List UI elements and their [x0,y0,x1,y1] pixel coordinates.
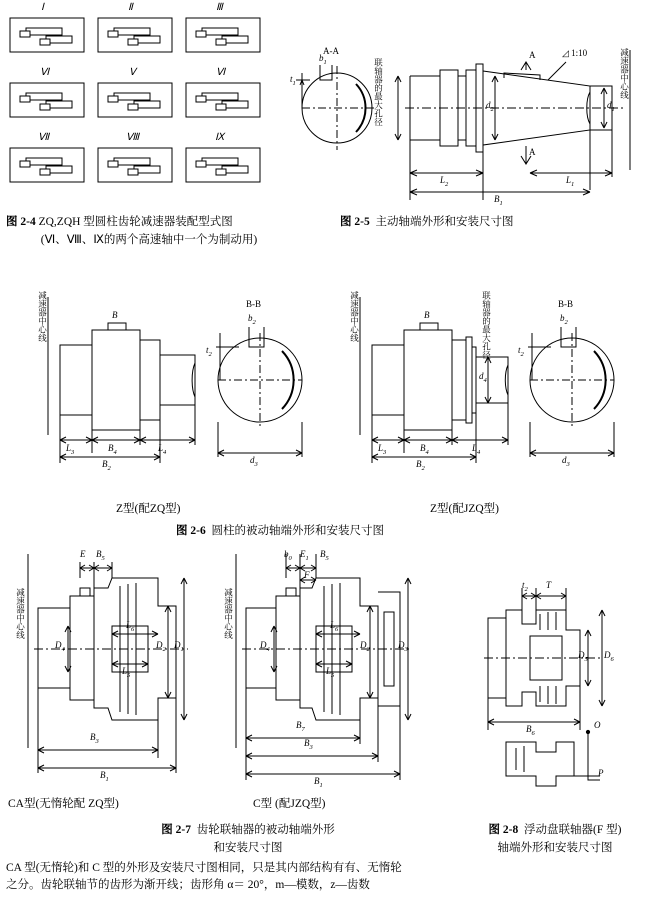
dim-B4-left: $B_4$ [108,443,117,456]
footnote-line-1: CA 型(无惰轮)和 C 型的外形及安装尺寸图相同，只是其内部结构有有、无惰轮 [6,862,402,874]
dim-d2: $d_2$ [486,100,494,113]
taper-ratio-label: ◿ 1:10 [562,48,588,58]
section-label-b-b-right: B-B [558,299,574,309]
figure-2-7-caption-bold: 图 2-7 [161,824,191,836]
figure-2-8-caption-text: 浮动盘联轴器(F 型) [524,824,622,836]
dim-b2-right: $b_2$ [560,313,568,326]
dim-B1-right: $B_1$ [314,776,323,789]
mark-P-fig28: P [598,768,604,778]
section-label-b-b-left: B-B [246,299,262,309]
dim-B7-right: $B_7$ [296,720,305,733]
center-line-label-left: 减速器中心线 [37,291,48,342]
dim-D1-left: $D_1$ [174,640,184,653]
dim-L6-right: $L_6$ [330,620,339,633]
variant-label-6: Ⅵ [216,67,226,78]
dim-L5-right: $L_5$ [326,666,335,679]
dim-d4-right: $d_4$ [479,371,487,384]
figure-2-8-caption [462,820,648,856]
figure-2-4-caption-text: ZQ,ZQH 型圆柱齿轮减速器装配型式图 [38,216,233,228]
variant-label-4: Ⅵ [40,67,50,78]
center-line-label-c: 减速器中心线 [223,588,234,639]
dim-B2-right: $B_2$ [416,459,425,472]
variant-label-5: Ⅴ [129,67,136,78]
dim-t2-left: $t_2$ [206,345,212,358]
dim-t1: $t_1$ [290,74,296,87]
dim-L3-left: $L_3$ [66,443,75,456]
figure-2-6-left-title: Z型(配ZQ型) [116,503,181,515]
dim-L1: $L_1$ [566,175,575,188]
mark-O-fig28: O [594,720,601,730]
bearing-bore-label-right: 联轴器的最大孔径 [481,291,492,359]
dim-B1: $B_1$ [494,194,503,207]
figure-2-7-right-title: C型 (配JZQ型) [253,798,326,810]
figure-2-4-drawing [0,0,270,215]
figure-2-4-caption-bold: 图 2-4 [6,216,36,228]
dim-D2-left: $D_2$ [156,640,166,653]
dim-B-left: B [112,310,118,320]
figure-2-6-caption-bold: 图 2-6 [176,525,206,537]
dim-B1-left: $B_1$ [100,770,109,783]
variant-label-3: Ⅲ [216,2,223,13]
figure-2-5-caption-text: 主动轴端外形和安装尺寸图 [375,216,514,228]
section-label-a-a: A-A [323,46,339,56]
figure-2-8-drawing [470,580,645,800]
dim-D6-fig28: $D_6$ [604,650,614,663]
dim-L5-left: $L_5$ [122,666,131,679]
dim-B5-left: $B_5$ [96,549,105,562]
dim-L4-right: $L_4$ [472,443,481,456]
dim-D2-right: $D_2$ [360,640,370,653]
figure-2-6 [20,285,640,500]
dim-t2-right: $t_2$ [518,345,524,358]
variant-label-9: Ⅸ [215,132,225,143]
figure-2-7-left-title: CA型(无惰轮配 ZQ型) [8,798,119,810]
dim-B-right: B [424,310,430,320]
dim-d1: $d_1$ [607,100,615,113]
dim-L4-left: $L_4$ [158,443,167,456]
dim-F-right: F [304,570,310,580]
mark-a-top: A [529,50,536,60]
figure-2-4 [0,0,270,215]
dim-d3-right: $d_3$ [562,455,570,468]
figure-2-5 [290,40,646,215]
variant-label-2: Ⅱ [128,2,133,13]
figure-2-4-caption-line2: (Ⅵ、Ⅷ、Ⅸ的两个高速轴中一个为制动用) [40,234,258,246]
dim-B3-right: $B_3$ [304,738,313,751]
center-line-label: 减速器中心线 [619,48,630,99]
figure-2-4-caption [6,212,286,248]
figure-2-7-drawing [8,548,458,798]
dim-E1-right: $E_1$ [300,549,309,562]
dim-B3-left: $B_3$ [90,732,99,745]
figure-2-5-drawing [290,40,646,218]
figure-2-8-caption-line2: 轴端外形和安装尺寸图 [497,842,613,854]
dim-L3-right: $L_3$ [378,443,387,456]
dim-E-left: E [80,549,86,559]
figure-2-6-caption-text: 圆柱的被动轴端外形和安装尺寸图 [211,525,384,537]
figure-2-5-caption [340,212,513,230]
figure-2-7 [8,548,458,798]
footnote [6,860,646,895]
figure-2-6-right-title: Z型(配JZQ型) [430,503,499,515]
bearing-bore-label: 联轴器的最大孔径 [373,58,384,126]
variant-label-1: Ⅰ [41,2,44,13]
dim-B4-right: $B_4$ [420,443,429,456]
dim-D4-left: $D_4$ [55,640,65,653]
dim-D3-right: $D_3$ [398,640,408,653]
dim-D4-right: $D_4$ [260,640,270,653]
figure-2-8 [470,580,645,800]
dim-B6-fig28: $B_6$ [526,724,535,737]
dim-T-fig28: T [546,580,552,590]
dim-L2: $L_2$ [440,175,449,188]
figure-2-5-caption-bold: 图 2-5 [340,216,370,228]
figure-2-6-caption [176,521,384,539]
mark-a-bottom: A [529,147,536,157]
dim-B5-right: $B_5$ [320,549,329,562]
dim-b0-right: $b_0$ [284,549,292,562]
figure-2-8-caption-bold: 图 2-8 [488,824,519,836]
figure-2-7-caption [98,820,398,856]
center-line-label-right: 减速器中心线 [349,291,360,342]
dim-b1: $b_1$ [319,53,327,66]
dim-d3-left: $d_3$ [250,455,258,468]
footnote-line-2: 之分。齿轮联轴节的齿形为渐开线；齿形角 α＝ 20°，m—模数，z—齿数 [6,879,370,892]
variant-label-7: Ⅶ [38,132,50,143]
center-line-label-ca: 减速器中心线 [15,588,26,639]
dim-D5-fig28: $D_5$ [578,650,588,663]
dim-L6-left: $L_6$ [126,620,135,633]
dim-b2-left: $b_2$ [248,313,256,326]
dim-B2-left: $B_2$ [102,459,111,472]
variant-label-8: Ⅷ [126,132,140,143]
dim-t2-fig28: $t_2$ [522,580,528,593]
figure-2-7-caption-text: 齿轮联轴器的被动轴端外形 [196,824,335,836]
figure-2-7-caption-line2: 和安装尺寸图 [213,842,283,854]
